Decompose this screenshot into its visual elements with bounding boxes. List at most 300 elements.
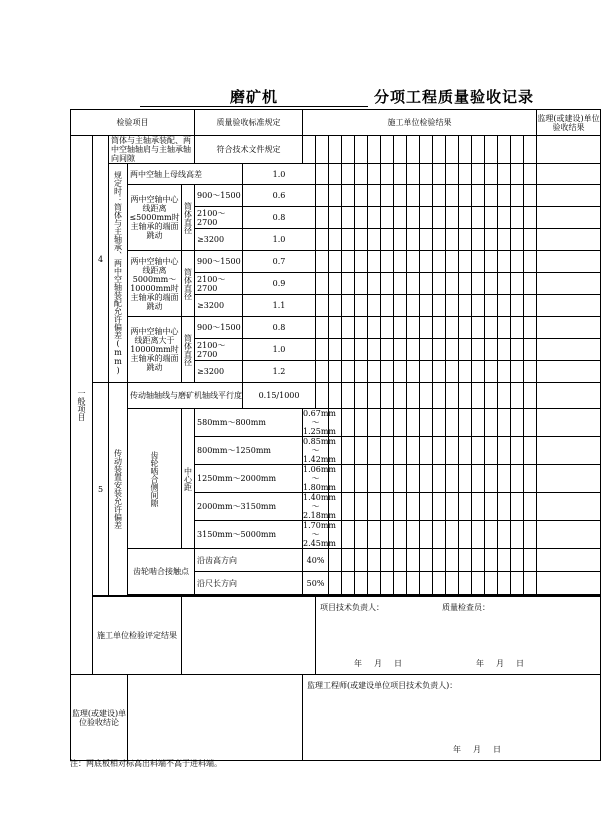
- result-cell: [537, 572, 601, 595]
- result-cell: [329, 295, 342, 317]
- result-cell: [472, 521, 485, 549]
- result-cell: [511, 465, 524, 493]
- result-cell: [459, 361, 472, 383]
- result-cell: [537, 493, 601, 521]
- result-cell: [459, 409, 472, 437]
- result-cell: [485, 549, 498, 572]
- result-cell: [342, 437, 355, 465]
- result-cell: [524, 251, 537, 273]
- result-cell: [407, 273, 420, 295]
- result-cell: [459, 185, 472, 207]
- result-cell: [394, 549, 407, 572]
- height-diff-std: 1.0: [243, 164, 316, 185]
- result-cell: [446, 549, 459, 572]
- result-cell: [537, 521, 601, 549]
- result-cell: [316, 164, 329, 185]
- result-cell: [316, 273, 329, 295]
- result-cell: [355, 164, 368, 185]
- result-cell: [329, 136, 342, 164]
- result-cell: [342, 164, 355, 185]
- result-cell: [342, 207, 355, 229]
- result-cell: [407, 437, 420, 465]
- result-cell: [511, 136, 524, 164]
- result-cell: [394, 207, 407, 229]
- result-cell: [433, 317, 446, 339]
- result-cell: [420, 229, 433, 251]
- backlash-value: 1.40mm～2.18mm: [303, 493, 337, 520]
- axis-parallel-std: 0.15/1000: [243, 383, 316, 409]
- result-cell: [407, 207, 420, 229]
- result-cell: [485, 136, 498, 164]
- result-cell: [329, 549, 342, 572]
- date-label: 年 月 日: [453, 745, 504, 754]
- result-cell: [446, 136, 459, 164]
- result-cell: [472, 317, 485, 339]
- result-cell: [407, 295, 420, 317]
- result-cell: [420, 136, 433, 164]
- result-cell: [368, 572, 381, 595]
- diameter-range: 900～1500: [195, 251, 243, 273]
- result-cell: [446, 273, 459, 295]
- result-cell: [524, 273, 537, 295]
- result-cell: [459, 136, 472, 164]
- center-distance-label: 中心距: [182, 409, 195, 549]
- result-cell: [368, 207, 381, 229]
- result-cell: [524, 339, 537, 361]
- result-cell: [381, 437, 394, 465]
- result-cell: [511, 251, 524, 273]
- result-cell: [329, 164, 342, 185]
- result-cell: [381, 465, 394, 493]
- result-cell: [511, 164, 524, 185]
- result-cell: [524, 493, 537, 521]
- result-cell: [446, 437, 459, 465]
- result-cell: [355, 317, 368, 339]
- general-items-label: 一般项目: [71, 136, 93, 675]
- result-cell: [498, 361, 511, 383]
- result-cell: [433, 185, 446, 207]
- result-cell: [511, 521, 524, 549]
- result-cell: [342, 549, 355, 572]
- result-cell: [485, 339, 498, 361]
- result-cell: [394, 164, 407, 185]
- result-cell: [459, 437, 472, 465]
- result-cell: [498, 549, 511, 572]
- result-cell: [472, 339, 485, 361]
- header-item: 检验项目: [71, 110, 195, 136]
- result-cell: [433, 136, 446, 164]
- result-cell: [511, 317, 524, 339]
- result-cell: [394, 251, 407, 273]
- result-cell: [511, 493, 524, 521]
- result-cell: [459, 339, 472, 361]
- result-cell: [329, 361, 342, 383]
- diameter-range: 2100～2700: [195, 273, 243, 295]
- result-cell: [407, 229, 420, 251]
- result-cell: [498, 185, 511, 207]
- result-cell: [485, 572, 498, 595]
- result-cell: [524, 409, 537, 437]
- result-cell: [433, 251, 446, 273]
- result-cell: [407, 572, 420, 595]
- gear-backlash-label: 齿轮啮合侧间隙: [128, 409, 182, 549]
- result-cell: [537, 251, 601, 273]
- result-cell: [355, 409, 368, 437]
- result-cell: [368, 317, 381, 339]
- result-cell: [498, 521, 511, 549]
- result-cell: [342, 465, 355, 493]
- diameter-range: 900～1500: [195, 317, 243, 339]
- result-cell: [420, 185, 433, 207]
- result-cell: [381, 339, 394, 361]
- result-cell: [355, 383, 368, 409]
- result-cell: [368, 229, 381, 251]
- result-cell: [537, 164, 601, 185]
- result-cell: [329, 251, 342, 273]
- result-cell: [368, 251, 381, 273]
- diameter-range: 2100～2700: [195, 339, 243, 361]
- result-cell: [342, 136, 355, 164]
- result-cell: [498, 409, 511, 437]
- result-cell: [420, 361, 433, 383]
- result-cell: [342, 383, 355, 409]
- tech-lead-label: 项目技术负责人：: [320, 603, 385, 612]
- result-cell: [368, 164, 381, 185]
- result-cell: [472, 136, 485, 164]
- result-cell: [446, 465, 459, 493]
- result-cell: [329, 317, 342, 339]
- runout-value: 0.9: [243, 273, 316, 295]
- result-cell: [446, 164, 459, 185]
- result-cell: [472, 549, 485, 572]
- result-cell: [368, 521, 381, 549]
- result-cell: [316, 317, 329, 339]
- result-cell: [407, 383, 420, 409]
- result-cell: [524, 295, 537, 317]
- result-cell: [316, 136, 329, 164]
- center-distance-range: 800mm～1250mm: [195, 437, 303, 465]
- result-cell: [394, 521, 407, 549]
- result-cell: [511, 437, 524, 465]
- footnote: 注：两底板相对标高出料端不高于进料端。: [70, 759, 222, 768]
- center-distance-range: 2000mm～3150mm: [195, 493, 303, 521]
- result-cell: [407, 317, 420, 339]
- result-cell: [472, 572, 485, 595]
- result-cell: [511, 549, 524, 572]
- diameter-label: 筒体直径: [182, 251, 195, 317]
- result-cell: [485, 361, 498, 383]
- result-cell: [524, 136, 537, 164]
- result-cell: [316, 251, 329, 273]
- result-cell: [511, 273, 524, 295]
- result-cell: [368, 136, 381, 164]
- contact-direction: 沿尺长方向: [195, 572, 303, 595]
- result-cell: [485, 383, 498, 409]
- result-cell: [394, 493, 407, 521]
- result-cell: [511, 185, 524, 207]
- result-cell: [459, 207, 472, 229]
- result-cell: [329, 185, 342, 207]
- result-cell: [394, 409, 407, 437]
- result-cell: [368, 409, 381, 437]
- result-cell: [420, 493, 433, 521]
- result-cell: [381, 493, 394, 521]
- result-cell: [485, 251, 498, 273]
- result-cell: [485, 185, 498, 207]
- result-cell: [498, 437, 511, 465]
- result-cell: [381, 521, 394, 549]
- diameter-label: 筒体直径: [182, 185, 195, 251]
- result-cell: [524, 549, 537, 572]
- result-cell: [446, 317, 459, 339]
- form-title: [140, 86, 550, 110]
- result-cell: [524, 465, 537, 493]
- result-cell: [342, 295, 355, 317]
- result-cell: [446, 185, 459, 207]
- result-cell: [459, 493, 472, 521]
- result-cell: [342, 409, 355, 437]
- diameter-range: ≥3200: [195, 295, 243, 317]
- diameter-range: ≥3200: [195, 229, 243, 251]
- result-cell: [433, 493, 446, 521]
- header-construction: 施工单位检验结果: [303, 110, 537, 136]
- result-cell: [329, 273, 342, 295]
- result-cell: [420, 273, 433, 295]
- result-cell: [420, 383, 433, 409]
- result-cell: [420, 164, 433, 185]
- result-cell: [355, 229, 368, 251]
- result-cell: [485, 229, 498, 251]
- result-cell: [368, 493, 381, 521]
- result-cell: [459, 549, 472, 572]
- result-cell: [498, 572, 511, 595]
- runout-value: 1.1: [243, 295, 316, 317]
- item4-clearance-std: 符合技术文件规定: [195, 136, 303, 164]
- result-cell: [485, 273, 498, 295]
- result-cell: [472, 229, 485, 251]
- result-cell: [394, 339, 407, 361]
- title-equipment: 磨矿机: [140, 86, 368, 107]
- result-cell: [381, 164, 394, 185]
- result-cell: [394, 185, 407, 207]
- result-cell: [485, 437, 498, 465]
- result-cell: [420, 437, 433, 465]
- supervision-cell: [537, 136, 601, 164]
- engineer-label: 监理工程师(或建设单位项目技术负责人)：: [307, 681, 458, 690]
- result-cell: [355, 339, 368, 361]
- result-cell: [329, 383, 342, 409]
- result-cell: [537, 549, 601, 572]
- result-cell: [537, 295, 601, 317]
- result-cell: [446, 383, 459, 409]
- item4-clearance: 筒体与主轴承装配、两中空轴轴肩与主轴承轴向间隙: [109, 136, 195, 164]
- result-cell: [472, 207, 485, 229]
- result-cell: [446, 572, 459, 595]
- result-cell: [420, 521, 433, 549]
- result-cell: [498, 465, 511, 493]
- result-cell: [316, 383, 329, 409]
- result-cell: [511, 229, 524, 251]
- result-cell: [433, 361, 446, 383]
- result-cell: [433, 572, 446, 595]
- result-cell: [498, 273, 511, 295]
- result-cell: [368, 465, 381, 493]
- result-cell: [342, 317, 355, 339]
- result-cell: [433, 273, 446, 295]
- result-cell: [524, 383, 537, 409]
- result-cell: [342, 229, 355, 251]
- result-cell: [407, 493, 420, 521]
- result-cell: [485, 317, 498, 339]
- result-cell: [446, 207, 459, 229]
- result-cell: [472, 251, 485, 273]
- result-cell: [316, 361, 329, 383]
- result-cell: [537, 185, 601, 207]
- result-cell: [355, 136, 368, 164]
- result-cell: [329, 207, 342, 229]
- result-cell: [394, 361, 407, 383]
- result-cell: [316, 229, 329, 251]
- result-cell: [355, 572, 368, 595]
- result-cell: [459, 164, 472, 185]
- result-cell: [407, 521, 420, 549]
- result-cell: [446, 493, 459, 521]
- result-cell: [394, 295, 407, 317]
- runout-group-label: 两中空轴中心线距离5000mm～10000mm时主轴承的端面跳动: [128, 251, 182, 317]
- result-cell: [368, 437, 381, 465]
- result-cell: [355, 295, 368, 317]
- result-cell: [446, 295, 459, 317]
- result-cell: [537, 207, 601, 229]
- result-cell: [459, 521, 472, 549]
- result-cell: [355, 185, 368, 207]
- result-cell: [303, 136, 316, 164]
- result-cell: [537, 229, 601, 251]
- result-cell: [368, 361, 381, 383]
- result-cell: [459, 273, 472, 295]
- result-cell: [368, 185, 381, 207]
- backlash-value: 0.85mm～1.42mm: [303, 437, 337, 464]
- result-cell: [459, 295, 472, 317]
- result-cell: [485, 465, 498, 493]
- result-cell: [498, 493, 511, 521]
- result-cell: [381, 383, 394, 409]
- result-cell: [524, 207, 537, 229]
- result-cell: [433, 339, 446, 361]
- result-cell: [381, 251, 394, 273]
- item4-number: 4: [93, 136, 109, 383]
- item4-side-label: [109, 164, 128, 383]
- qc-label: 质量检查员：: [442, 603, 491, 612]
- result-cell: [420, 572, 433, 595]
- result-cell: [472, 273, 485, 295]
- result-cell: [381, 549, 394, 572]
- result-cell: [472, 409, 485, 437]
- runout-group-label: 两中空轴中心线距离大于10000mm时主轴承的端面跳动: [128, 317, 182, 383]
- result-cell: [368, 273, 381, 295]
- result-cell: [537, 409, 601, 437]
- inspection-table: [70, 109, 601, 761]
- result-cell: [394, 229, 407, 251]
- result-cell: [420, 317, 433, 339]
- result-cell: [420, 251, 433, 273]
- axis-parallel-label: 传动轴轴线与磨矿机轴线平行度: [128, 383, 243, 409]
- result-cell: [498, 251, 511, 273]
- result-cell: [342, 521, 355, 549]
- result-cell: [381, 295, 394, 317]
- result-cell: [329, 572, 342, 595]
- result-cell: [446, 361, 459, 383]
- result-cell: [472, 465, 485, 493]
- result-cell: [511, 207, 524, 229]
- result-cell: [511, 361, 524, 383]
- result-cell: [433, 437, 446, 465]
- result-cell: [407, 251, 420, 273]
- result-cell: [472, 437, 485, 465]
- result-cell: [407, 136, 420, 164]
- result-cell: [524, 361, 537, 383]
- item4-side-text: 筒体与主轴承、两中空轴装配允许偏差(mm): [113, 203, 123, 375]
- result-cell: [485, 493, 498, 521]
- result-cell: [433, 164, 446, 185]
- result-cell: [342, 251, 355, 273]
- result-cell: [381, 409, 394, 437]
- result-cell: [485, 521, 498, 549]
- result-cell: [498, 383, 511, 409]
- title-suffix: 分项工程质量验收记录: [374, 88, 535, 106]
- result-cell: [537, 339, 601, 361]
- result-cell: [316, 207, 329, 229]
- result-cell: [459, 251, 472, 273]
- runout-value: 0.6: [243, 185, 316, 207]
- backlash-value: 1.06mm～1.80mm: [303, 465, 337, 492]
- result-cell: [459, 383, 472, 409]
- result-cell: [472, 164, 485, 185]
- result-cell: [342, 572, 355, 595]
- result-cell: [355, 361, 368, 383]
- result-cell: [394, 383, 407, 409]
- result-cell: [459, 465, 472, 493]
- result-cell: [342, 185, 355, 207]
- runout-value: 0.8: [243, 317, 316, 339]
- construction-eval-blank: [182, 597, 316, 675]
- result-cell: [472, 493, 485, 521]
- result-cell: [498, 339, 511, 361]
- result-cell: [498, 207, 511, 229]
- result-cell: [459, 317, 472, 339]
- result-cell: [407, 409, 420, 437]
- header-supervision: 监理(或建设)单位验收结果: [537, 110, 601, 136]
- result-cell: [524, 164, 537, 185]
- result-cell: [407, 549, 420, 572]
- height-diff-label: 两中空轴上母线高差: [128, 164, 243, 185]
- header-standard: 质量验收标准规定: [195, 110, 303, 136]
- result-cell: [537, 465, 601, 493]
- result-cell: [316, 339, 329, 361]
- result-cell: [511, 295, 524, 317]
- result-cell: [498, 229, 511, 251]
- result-cell: [420, 207, 433, 229]
- result-cell: [472, 295, 485, 317]
- supervision-signature-block: [303, 675, 601, 761]
- result-cell: [433, 549, 446, 572]
- construction-signature-block: [316, 597, 601, 675]
- diameter-range: ≥3200: [195, 361, 243, 383]
- result-cell: [433, 229, 446, 251]
- diameter-label: 筒体直径: [182, 317, 195, 383]
- backlash-value: 1.70mm～2.45mm: [303, 521, 337, 548]
- result-cell: [342, 493, 355, 521]
